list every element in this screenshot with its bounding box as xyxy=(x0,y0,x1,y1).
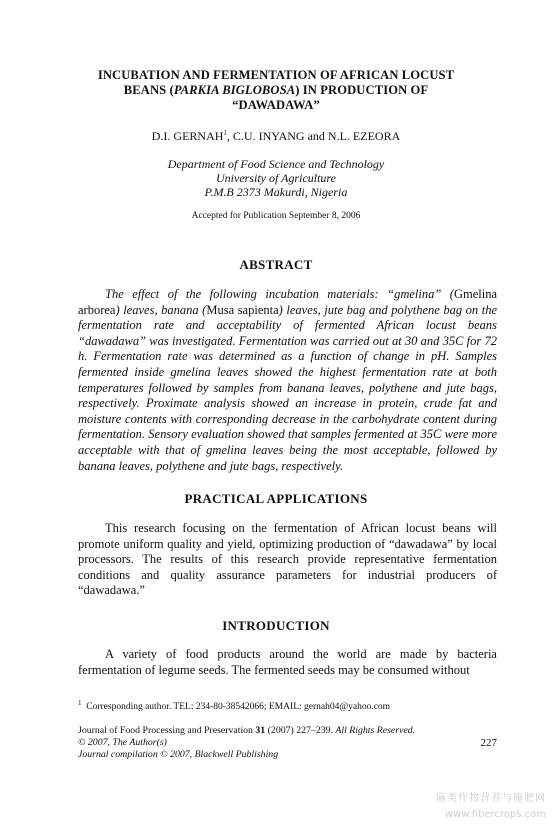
copyright: © 2007, The Author(s) xyxy=(78,737,167,749)
introduction-heading: INTRODUCTION xyxy=(222,618,330,633)
author-list: D.I. GERNAH$^1$, C.U. INYANG and N.L. EZEORA xyxy=(151,129,401,143)
affiliation: Department of Food Science and Technology University of Agriculture P.M.B 2373 Makurdi, Nigeria xyxy=(167,157,385,199)
watermark-text: 麻类作物营养与施肥网 xyxy=(436,793,546,804)
paper-title xyxy=(0,68,552,113)
abstract-text: The effect of the following incubation materials: “gmelina” (Gmelina arborea) leaves, banana (Musa sapienta) leaves, jute bag and polythene bag on the fermentation rate and acceptability of fermented African locust beans “dawadawa” was investigated. Fermentation was carried out at 30 and 35C for 72 h. Fermentation rate was determined as a function of change in pH. Samples fermented inside gmelina leaves showed the highest fermentation rate at both temperatures followed by samples from banana leaves, polythene and jute bags, respectively. Proximate analysis showed an increase in protein, crude fat and moisture contents with corresponding decrease in the carbohydrate content during fermentation. Sensory evaluation showed that samples fermented at 35C were more acceptable with that of gmelina leaves being the most acceptable, followed by banana leaves, polythene and jute bags, respectively. xyxy=(78,287,498,473)
journal-info xyxy=(78,725,497,762)
corresponding-author-footnote: $^1$ Corresponding author. TEL: 234-80-38542066; EMAIL: gernah04@yahoo.com xyxy=(78,699,391,713)
title-line-1: INCUBATION AND FERMENTATION OF AFRICAN LOCUST xyxy=(97,68,455,82)
page-number: 227 xyxy=(480,737,497,750)
practical-applications-heading: PRACTICAL APPLICATIONS xyxy=(184,491,368,506)
introduction-text: A variety of food products around the world are made by bacteria fermentation of legume seeds. The fermented seeds may be consumed without xyxy=(78,647,497,677)
practical-applications-text: This research focusing on the fermentation of African locust beans will promote uniform quality and yield, optimizing production of “dawadawa” by local processors. The results of this research provide representative fermentation conditions and quality assurance parameters for industrial producers of “dawadawa.” xyxy=(78,521,497,598)
accepted-date: Accepted for Publication September 8, 2006 xyxy=(191,211,361,221)
abstract-heading: ABSTRACT xyxy=(239,257,313,272)
scientific-name: PARKIA BIGLOBOSA xyxy=(173,83,296,97)
journal-compilation: Journal compilation © 2007, Blackwell Publishing xyxy=(78,749,279,761)
journal-citation: Journal of Food Processing and Preservation 31 (2007) 227–239. All Rights Reserved. xyxy=(78,725,416,736)
watermark-url: www.fibercrops.com xyxy=(444,809,546,820)
author-footnote-marker: 1 xyxy=(223,129,227,137)
title-line-2: BEANS (PARKIA BIGLOBOSA) IN PRODUCTION OF xyxy=(123,83,429,97)
title-line-3: “DAWADAWA” xyxy=(232,98,320,112)
